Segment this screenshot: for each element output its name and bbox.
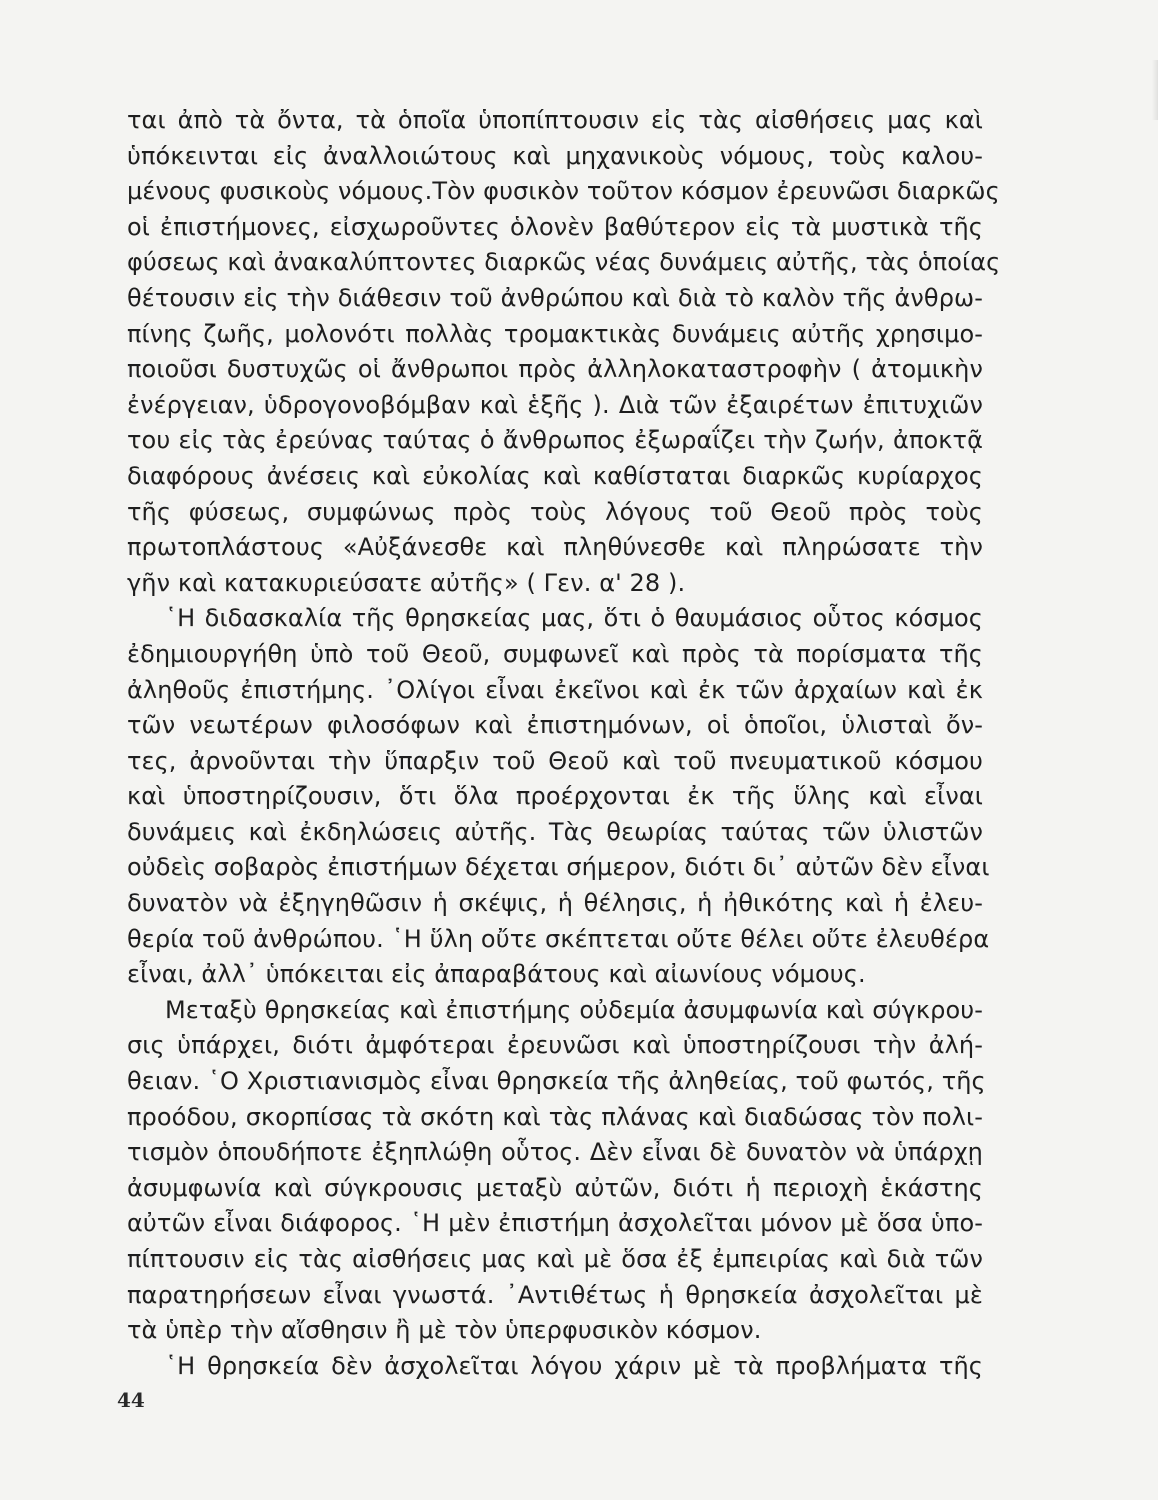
- paragraph: [127, 103, 1001, 601]
- page-edge-shadow: [1152, 60, 1158, 120]
- text-line: ῾Η θρησκεία δὲν ἀσχολεῖται λόγου χάριν μὲ τὰ προβλήματα τῆς: [165, 1351, 983, 1380]
- text-line: τες, ἀρνοῦνται τὴν ὕπαρξιν τοῦ Θεοῦ καὶ τοῦ πνευματικοῦ κόσμου: [127, 746, 983, 775]
- text-line: εἶναι, ἀλλ᾿ ὑπόκειται εἰς ἀπαραβάτους καὶ αἰωνίους νόμους.: [127, 960, 866, 989]
- text-line: τισμὸν ὁπουδήποτε ἐξηπλώθη οὗτος. Δὲν εἶναι δὲ δυνατὸν νὰ ὑπάρχῃ: [127, 1138, 983, 1167]
- paragraph: [127, 601, 990, 993]
- text-line: ἐδημιουργήθη ὑπὸ τοῦ Θεοῦ, συμφωνεῖ καὶ πρὸς τὰ πορίσματα τῆς: [127, 639, 983, 668]
- text-line: του εἰς τὰς ἐρεύνας ταύτας ὁ ἄνθρωπος ἐξωραΐζει τὴν ζωήν, ἀποκτᾷ: [127, 426, 983, 455]
- text-line: θειαν. ῾Ο Χριστιανισμὸς εἶναι θρησκεία τῆς ἀληθείας, τοῦ φωτός, τῆς: [127, 1067, 986, 1096]
- text-line: τῆς φύσεως, συμφώνως πρὸς τοὺς λόγους τοῦ Θεοῦ πρὸς τοὺς: [127, 497, 983, 526]
- text-line: αὐτῶν εἶναι διάφορος. ῾Η μὲν ἐπιστήμη ἀσχολεῖται μόνον μὲ ὅσα ὑπο-: [127, 1209, 983, 1238]
- body-text: [127, 103, 1001, 1384]
- text-line: πίνης ζωῆς, μολονότι πολλὰς τρομακτικὰς δυνάμεις αὐτῆς χρησιμο-: [127, 319, 983, 348]
- text-line: ποιοῦσι δυστυχῶς οἱ ἄνθρωποι πρὸς ἀλληλοκαταστροφὴν ( ἀτομικὴν: [127, 355, 983, 384]
- text-line: φύσεως καὶ ἀνακαλύπτοντες διαρκῶς νέας δυνάμεις αὐτῆς, τὰς ὁποίας: [127, 248, 1001, 277]
- text-line: ται ἀπὸ τὰ ὄντα, τὰ ὁποῖα ὑποπίπτουσιν εἰς τὰς αἰσθήσεις μας καὶ: [127, 106, 983, 134]
- text-line: θερία τοῦ ἀνθρώπου. ῾Η ὕλη οὔτε σκέπτεται οὔτε θέλει οὔτε ἐλευθέρα: [127, 924, 990, 953]
- text-line: θέτουσιν εἰς τὴν διάθεσιν τοῦ ἀνθρώπου καὶ διὰ τὸ καλὸν τῆς ἀνθρω-: [127, 283, 983, 312]
- text-line: οὐδεὶς σοβαρὸς ἐπιστήμων δέχεται σήμερον, διότι δι᾿ αὐτῶν δὲν εἶναι: [127, 853, 990, 882]
- text-line: ἐνέργειαν, ὑδρογονοβόμβαν καὶ ἑξῆς ). Διὰ τῶν ἐξαιρέτων ἐπιτυχιῶν: [127, 390, 983, 419]
- text-line: πίπτουσιν εἰς τὰς αἰσθήσεις μας καὶ μὲ ὅσα ἐξ ἐμπειρίας καὶ διὰ τῶν: [127, 1245, 983, 1273]
- text-line: οἱ ἐπιστήμονες, εἰσχωροῦντες ὁλονὲν βαθύτερον εἰς τὰ μυστικὰ τῆς: [127, 212, 983, 241]
- text-line: ἀσυμφωνία καὶ σύγκρουσις μεταξὺ αὐτῶν, διότι ἡ περιοχὴ ἑκάστης: [127, 1173, 983, 1202]
- text-line: γῆν καὶ κατακυριεύσατε αὐτῆς» ( Γεν. α' 28 ).: [127, 568, 686, 597]
- paragraph: [127, 1349, 983, 1385]
- text-line: σις ὑπάρχει, διότι ἀμφότεραι ἐρευνῶσι καὶ ὑποστηρίζουσι τὴν ἀλή-: [127, 1031, 983, 1060]
- text-line: τῶν νεωτέρων φιλοσόφων καὶ ἐπιστημόνων, οἱ ὁποῖοι, ὑλισταὶ ὄν-: [127, 711, 983, 740]
- text-line: τὰ ὑπὲρ τὴν αἴσθησιν ἢ μὲ τὸν ὑπερφυσικὸν κόσμον.: [127, 1316, 762, 1345]
- text-line: δυνατὸν νὰ ἐξηγηθῶσιν ἡ σκέψις, ἡ θέλησις, ἡ ἠθικότης καὶ ἡ ἐλευ-: [127, 889, 983, 918]
- paragraph: [127, 993, 986, 1349]
- text-line: μένους φυσικοὺς νόμους.Τὸν φυσικὸν τοῦτον κόσμον ἐρευνῶσι διαρκῶς: [127, 177, 1000, 206]
- text-line: Μεταξὺ θρησκείας καὶ ἐπιστήμης οὐδεμία ἀσυμφωνία καὶ σύγκρου-: [165, 995, 983, 1024]
- text-line: παρατηρήσεων εἶναι γνωστά. ᾿Αντιθέτως ἡ θρησκεία ἀσχολεῖται μὲ: [127, 1280, 983, 1309]
- text-line: καὶ ὑποστηρίζουσιν, ὅτι ὅλα προέρχονται ἐκ τῆς ὕλης καὶ εἶναι: [127, 782, 983, 811]
- text-line: πρωτοπλάστους «Αὐξάνεσθε καὶ πληθύνεσθε καὶ πληρώσατε τὴν: [127, 533, 983, 562]
- text-line: διαφόρους ἀνέσεις καὶ εὐκολίας καὶ καθίσταται διαρκῶς κυρίαρχος: [127, 461, 983, 490]
- text-line: προόδου, σκορπίσας τὰ σκότη καὶ τὰς πλάνας καὶ διαδώσας τὸν πολι-: [127, 1102, 983, 1131]
- text-line: ὑπόκεινται εἰς ἀναλλοιώτους καὶ μηχανικοὺς νόμους, τοὺς καλου-: [127, 141, 983, 170]
- text-line: ῾Η διδασκαλία τῆς θρησκείας μας, ὅτι ὁ θαυμάσιος οὗτος κόσμος: [165, 604, 983, 633]
- text-line: δυνάμεις καὶ ἐκδηλώσεις αὐτῆς. Τὰς θεωρίας ταύτας τῶν ὑλιστῶν: [127, 817, 983, 846]
- text-line: ἀληθοῦς ἐπιστήμης. ᾿Ολίγοι εἶναι ἐκεῖνοι καὶ ἐκ τῶν ἀρχαίων καὶ ἐκ: [127, 675, 983, 704]
- page-number: 44: [117, 1388, 145, 1412]
